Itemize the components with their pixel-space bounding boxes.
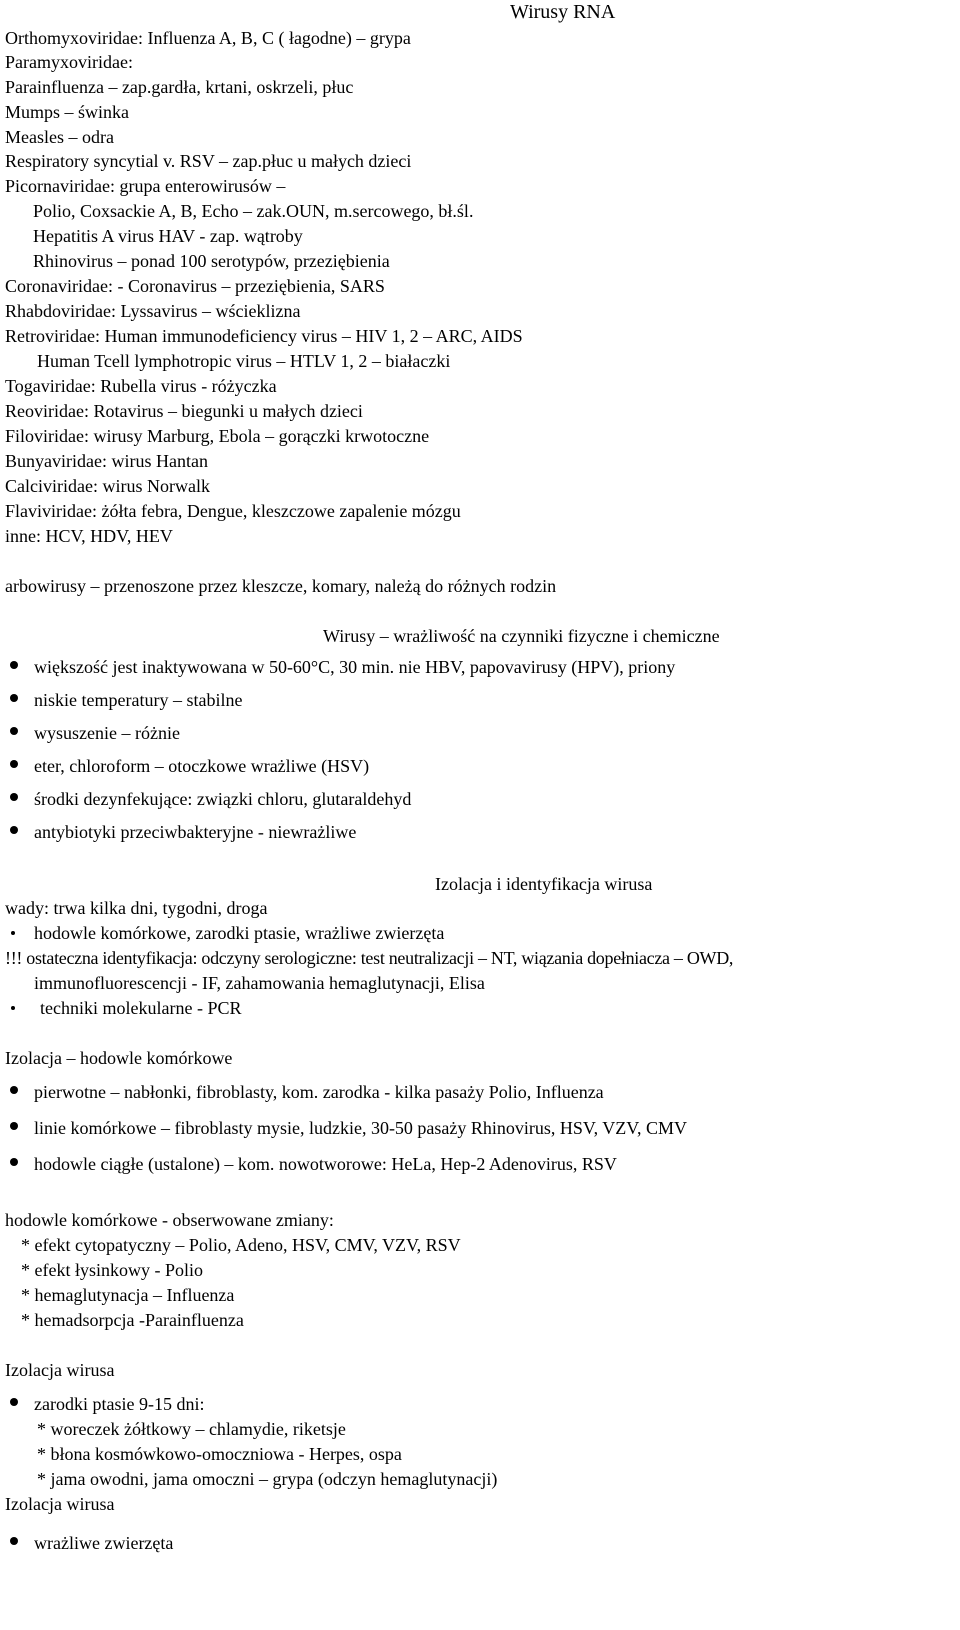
isolation2-subitem: * jama owodni, jama omoczni – grypa (odczyn hemaglutynacji) — [37, 1469, 498, 1489]
sensitivity-item: antybiotyki przeciwbakteryjne - niewrażliwe — [34, 822, 357, 842]
cell-cultures-heading: Izolacja – hodowle komórkowe — [5, 1048, 233, 1068]
sensitivity-item: wysuszenie – różnie — [34, 723, 180, 743]
cell-cultures-item: pierwotne – nabłonki, fibroblasty, kom. zarodka - kilka pasaży Polio, Influenza — [34, 1082, 604, 1102]
family-line: Reoviridae: Rotavirus – biegunki u małych dzieci — [5, 401, 363, 421]
isolation-heading: Izolacja i identyfikacja wirusa — [435, 874, 653, 894]
isolation3-item: wrażliwe zwierzęta — [34, 1533, 174, 1553]
changes-heading: hodowle komórkowe - obserwowane zmiany: — [5, 1210, 334, 1230]
family-line: Human Tcell lymphotropic virus – HTLV 1, 2 – białaczki — [37, 351, 451, 371]
isolation-line: wady: trwa kilka dni, tygodni, droga — [5, 898, 268, 918]
family-line: Paramyxoviridae: — [5, 52, 133, 72]
bullet-icon — [10, 727, 18, 735]
sensitivity-item: niskie temperatury – stabilne — [34, 690, 243, 710]
arbovirus-line: arbowirusy – przenoszone przez kleszcze, komary, należą do różnych rodzin — [5, 576, 557, 596]
family-line: Hepatitis A virus HAV - zap. wątroby — [33, 226, 303, 246]
isolation2-heading: Izolacja wirusa — [5, 1360, 115, 1380]
family-line: Togaviridae: Rubella virus - różyczka — [5, 376, 277, 396]
family-line: Flaviviridae: żółta febra, Dengue, kleszczowe zapalenie mózgu — [5, 501, 461, 521]
bullet-icon — [10, 793, 18, 801]
isolation-line: immunofluorescencji - IF, zahamowania hemaglutynacji, Elisa — [34, 973, 485, 993]
bullet-icon — [10, 661, 18, 669]
bullet-icon — [10, 1398, 18, 1406]
sensitivity-item: środki dezynfekujące: związki chloru, glutaraldehyd — [34, 789, 412, 809]
bullet-icon — [10, 826, 18, 834]
family-line: Rhinovirus – ponad 100 serotypów, przeziębienia — [33, 251, 390, 271]
family-line: Bunyaviridae: wirus Hantan — [5, 451, 208, 471]
changes-item: * efekt cytopatyczny – Polio, Adeno, HSV, CMV, VZV, RSV — [21, 1235, 461, 1255]
page-title: Wirusy RNA — [510, 1, 616, 23]
family-line: Rhabdoviridae: Lyssavirus – wścieklizna — [5, 301, 301, 321]
family-line: Picornaviridae: grupa enterowirusów – — [5, 176, 286, 196]
family-line: Polio, Coxsackie A, B, Echo – zak.OUN, m.sercowego, bł.śl. — [33, 201, 474, 221]
bullet-icon — [10, 1086, 18, 1094]
family-line: Respiratory syncytial v. RSV – zap.płuc u małych dzieci — [5, 151, 412, 171]
bullet-icon — [10, 1158, 18, 1166]
isolation-line: !!! ostateczna identyfikacja: odczyny serologiczne: test neutralizacji – NT, wiązania dopełniacza – OWD, — [5, 948, 734, 968]
family-line: Coronaviridae: - Coronavirus – przeziębienia, SARS — [5, 276, 385, 296]
family-line: Filoviridae: wirusy Marburg, Ebola – gorączki krwotoczne — [5, 426, 430, 446]
sensitivity-item: większość jest inaktywowana w 50-60°C, 30 min. nie HBV, papovavirusy (HPV), priony — [34, 657, 676, 677]
family-line: Mumps – świnka — [5, 102, 130, 122]
bullet-icon — [10, 1122, 18, 1130]
cell-cultures-item: hodowle ciągłe (ustalone) – kom. nowotworowe: HeLa, Hep-2 Adenovirus, RSV — [34, 1154, 617, 1174]
isolation-line: techniki molekularne - PCR — [40, 998, 242, 1018]
bullet-icon — [10, 694, 18, 702]
bullet-icon — [11, 1006, 15, 1010]
cell-cultures-item: linie komórkowe – fibroblasty mysie, ludzkie, 30-50 pasaży Rhinovirus, HSV, VZV, CMV — [34, 1118, 687, 1138]
isolation2-subitem: * błona kosmówkowo-omoczniowa - Herpes, ospa — [37, 1444, 402, 1464]
family-line: Orthomyxoviridae: Influenza A, B, C ( łagodne) – grypa — [5, 28, 411, 48]
family-line: Retroviridae: Human immunodeficiency virus – HIV 1, 2 – ARC, AIDS — [5, 326, 523, 346]
changes-item: * hemadsorpcja -Parainfluenza — [21, 1310, 244, 1330]
family-line: Calciviridae: wirus Norwalk — [5, 476, 210, 496]
isolation-line: hodowle komórkowe, zarodki ptasie, wrażliwe zwierzęta — [34, 923, 445, 943]
bullet-icon — [11, 931, 15, 935]
sensitivity-item: eter, chloroform – otoczkowe wrażliwe (HSV) — [34, 756, 370, 776]
family-line: inne: HCV, HDV, HEV — [5, 526, 173, 546]
changes-item: * efekt łysinkowy - Polio — [21, 1260, 203, 1280]
isolation2-item: zarodki ptasie 9-15 dni: — [34, 1394, 205, 1414]
bullet-icon — [10, 1537, 18, 1545]
isolation3-heading: Izolacja wirusa — [5, 1494, 115, 1514]
family-line: Parainfluenza – zap.gardła, krtani, oskrzeli, płuc — [5, 77, 354, 97]
sensitivity-heading: Wirusy – wrażliwość na czynniki fizyczne i chemiczne — [323, 626, 720, 646]
bullet-icon — [10, 760, 18, 768]
isolation2-subitem: * woreczek żółtkowy – chlamydie, riketsje — [37, 1419, 346, 1439]
changes-item: * hemaglutynacja – Influenza — [21, 1285, 235, 1305]
family-line: Measles – odra — [5, 127, 114, 147]
